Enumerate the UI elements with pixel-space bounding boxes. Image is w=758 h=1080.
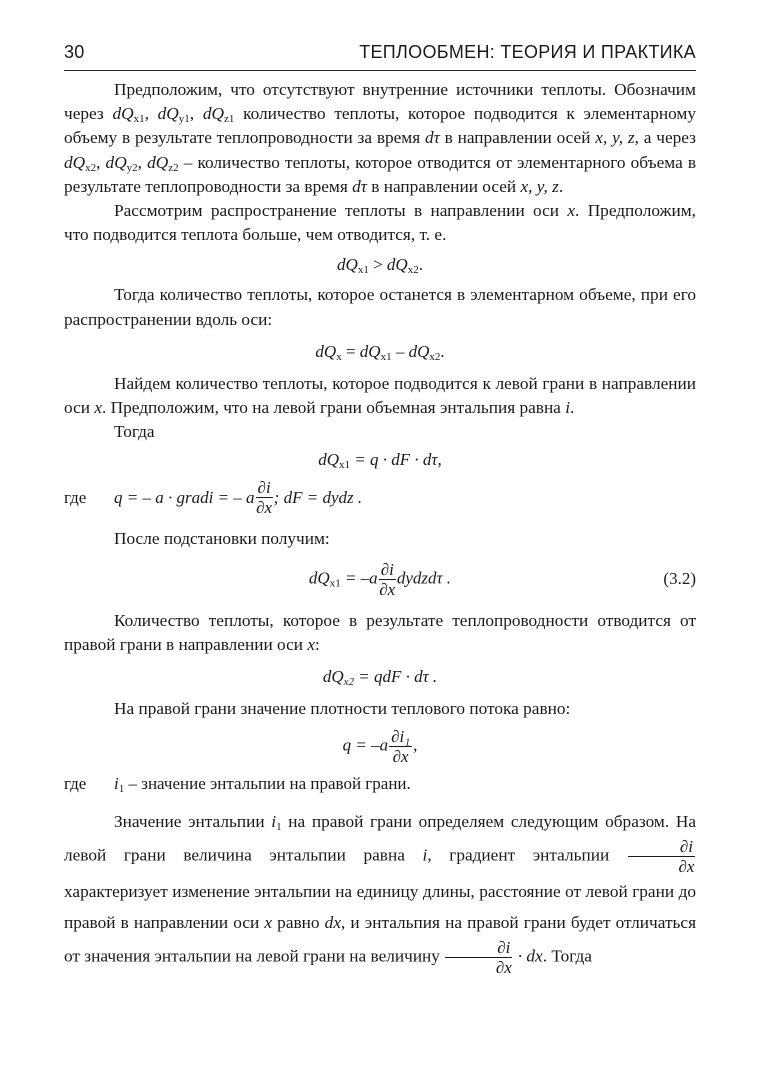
where-block-1: где q = – a · gradi = – a $\frac{\partial i}{\partial x}$ ; dF = dydz . xyxy=(64,478,363,518)
equation-q-right: q = –a $\frac{\text{∂i₁}}{\partial x}$ , xyxy=(342,727,418,767)
page-body xyxy=(64,78,696,977)
fraction-di-dx: $\frac{\partial i}{\partial x}$ xyxy=(379,559,396,599)
paragraph-8: На правой грани значение плотности теплового потока равно: xyxy=(114,699,571,719)
paragraph-5: Тогда xyxy=(114,422,155,442)
where-block-2: где $i_1$ – значение энтальпии на правой грани. xyxy=(64,774,411,796)
paragraph-1: Предположим, что отсутствуют внутренние источники теплоты. Обозначим через $dQ_{x1}$, $dQ_{y1}$, $dQ_{z1}$ количество теплоты, которое подводится к элементарному объему в результате теплопроводности за время dτ в направлении осей x, y, z, а через $dQ_{x2}$, $dQ_{y2}$, $dQ_{z2}$ – количество теплоты, которое отводится от элементарного объема в результате теплопроводности за время dτ в направлении осей x, y, z. xyxy=(64,80,696,196)
equation-dqx: $dQ_x = dQ_{x1} - dQ_{x2}$. xyxy=(315,341,445,363)
running-title: ТЕПЛООБМЕН: ТЕОРИЯ И ПРАКТИКА xyxy=(359,42,696,62)
paragraph-2: Рассмотрим распространение теплоты в направлении оси x. Предположим, что подводится теплота больше, чем отводится, т. е. xyxy=(64,201,696,245)
equation-3-2: $dQ_{x1} = -a$ $\frac{\partial i}{\partial x}$ dydzdτ . (3.2) xyxy=(308,559,696,599)
equation-inequality: $dQ_{x1} > dQ_{x2}$. xyxy=(337,255,423,277)
paragraph-7: Количество теплоты, которое в результате теплопроводности отводится от правой грани в направлении оси x: xyxy=(64,610,696,654)
equation-number: (3.2) xyxy=(663,569,696,589)
fraction-di-dx: $\frac{\partial i}{\partial x}$ xyxy=(445,938,512,977)
fraction-di-dx: $\frac{\partial i}{\partial x}$ xyxy=(628,837,695,876)
page-number: 30 xyxy=(64,42,85,62)
fraction-di-dx: $\frac{\partial i}{\partial x}$ xyxy=(256,478,273,518)
equation-dqx2: $dQ_{x2}$ = qdF · dτ . xyxy=(322,667,438,689)
paragraph-6: После подстановки получим: xyxy=(114,529,330,549)
paragraph-9: Значение энтальпии $i_1$ на правой грани определяем следующим образом. На левой грани величина энтальпии равна i, градиент энтальпии $\frac{\partial i}{\partial x}$ характеризует изменение энтальпии на единицу длины, расстояние от левой грани до правой в направлении оси x равно dx, и энтальпия на правой грани будет отличаться от значения энтальпии на левой грани на величину $\frac{\partial i}{\partial x}$ · dx. Тогда xyxy=(64,812,697,978)
fraction-di1-dx: $\frac{\text{∂i₁}}{\partial x}$ xyxy=(391,727,411,767)
equation-dqx1: $dQ_{x1} = q$ · dF · dτ, xyxy=(318,450,442,472)
paragraph-3: Тогда количество теплоты, которое останется в элементарном объеме, при его распространении вдоль оси: xyxy=(64,285,696,329)
page-header xyxy=(64,36,696,71)
paragraph-4: Найдем количество теплоты, которое подводится к левой грани в направлении оси x. Предположим, что на левой грани объемная энтальпия равна i. xyxy=(64,373,696,418)
